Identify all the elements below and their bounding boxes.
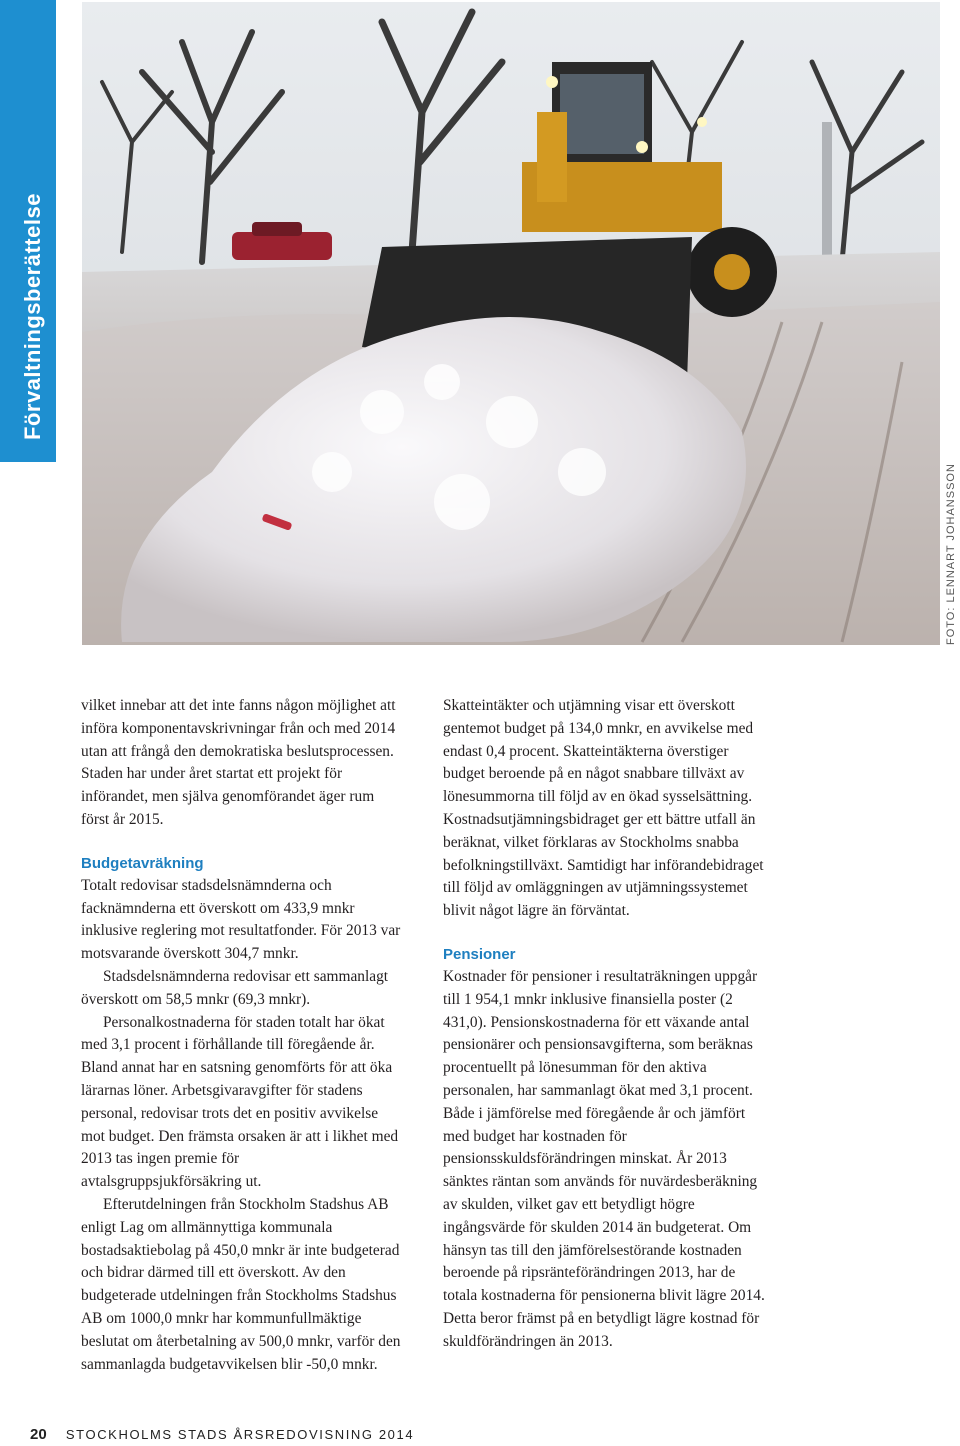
publication-title: STOCKHOLMS STADS ÅRSREDOVISNING 2014 [65, 1427, 415, 1442]
left-column [81, 695, 403, 1376]
page-number: 20 [30, 1426, 47, 1443]
section-tab-label: Förvaltningsberättelse [20, 193, 45, 440]
paragraph: Kostnader för pensioner i resultaträkningen uppgår till 1 954,1 mnkr inklusive finansiella poster (2 431,0). Pensionskostnaderna för ett växande antal pensionärer och pensionsavgifterna, som beräknas procentuellt på lönesumman för den aktiva personalen, har sammanlagt ökat med 3,1 procent. Både i jämförelse med föregående år och jämfört med budget har kostnaden för pensionsskuldsförändringen minskat. År 2013 sänktes räntan som används för nuvärdesberäkning av skulden, vilket gav ett betydligt högre ingångsvärde för skulden 2014 än budgeterat. Om hänsyn tas till den jämförelsestörande kostnaden beroende på ripsränteförändringen 2013, har de totala kostnaderna för pensionerna blivit lägre 2014. Detta beror främst på en betydligt lägre kostnad för skuldförändringen än 2013. [443, 967, 765, 1350]
heading-pensioner: Pensioner [443, 945, 516, 963]
paragraph: Efterutdelningen från Stockholm Stadshus AB enligt Lag om allmännyttiga kommunala bostadsaktiebolag på 450,0 mnkr är inte budgeterad och bidrar därmed till ett överskott. Av den budgeterade utdelningen från Stockholms Stadshus AB om 1000,0 mnkr har kommunfullmäktige beslutat om återbetalning av 500,0 mnkr, varför den sammanlagda budgetavvikelsen blir -50,0 mnkr. [81, 1195, 401, 1373]
section-tab [0, 0, 56, 462]
paragraph: vilket innebar att det inte fanns någon möjlighet att införa komponentavskrivningar från och med 2014 utan att frångå den demokratiska beslutsprocessen. Staden har under året startat ett projekt för införandet, men själva genomförandet äger rum först år 2015. [81, 697, 396, 828]
photo-credit: FOTO: LENNART JOHANSSON [945, 463, 957, 645]
paragraph: Skatteintäkter och utjämning visar ett överskott gentemot budget på 134,0 mnkr, en avvikelse med endast 0,4 procent. Skatteintäkterna överstiger budget beroende på en något snabbare tillväxt av lönesummorna till följd av en ökad sysselsättning. Kostnadsutjämningsbidraget ger ett bättre utfall än beräknat, vilket förklaras av Stockholms snabba befolkningstillväxt. Samtidigt har införandebidraget till följd av omläggningen av utjämningssystemet blivit något lägre än förväntat. [443, 697, 764, 920]
paragraph: Stadsdelsnämnderna redovisar ett sammanlagt överskott om 58,5 mnkr (69,3 mnkr). [81, 967, 389, 1008]
page-footer [30, 1426, 414, 1446]
heading-budgetavrakning: Budgetavräkning [81, 854, 204, 872]
right-column [443, 695, 773, 1354]
snow-loader-photo [82, 2, 940, 645]
paragraph: Personalkostnaderna för staden totalt har ökat med 3,1 procent i förhållande till föregående år. Bland annat har en satsning genomförts för att öka lärarnas löner. Arbetsgivaravgifter för stadens personal, redovisar trots det en positiv avvikelse mot budget. Den främsta orsaken är att i likhet med 2013 tas ingen premie för avtalsgruppsjukförsäkring ut. [81, 1013, 399, 1191]
paragraph: Totalt redovisar stadsdelsnämnderna och facknämnderna ett överskott om 433,9 mnkr inklusive reglering mot resultatfonder. För 2013 var motsvarande överskott 304,7 mnkr. [81, 876, 401, 963]
